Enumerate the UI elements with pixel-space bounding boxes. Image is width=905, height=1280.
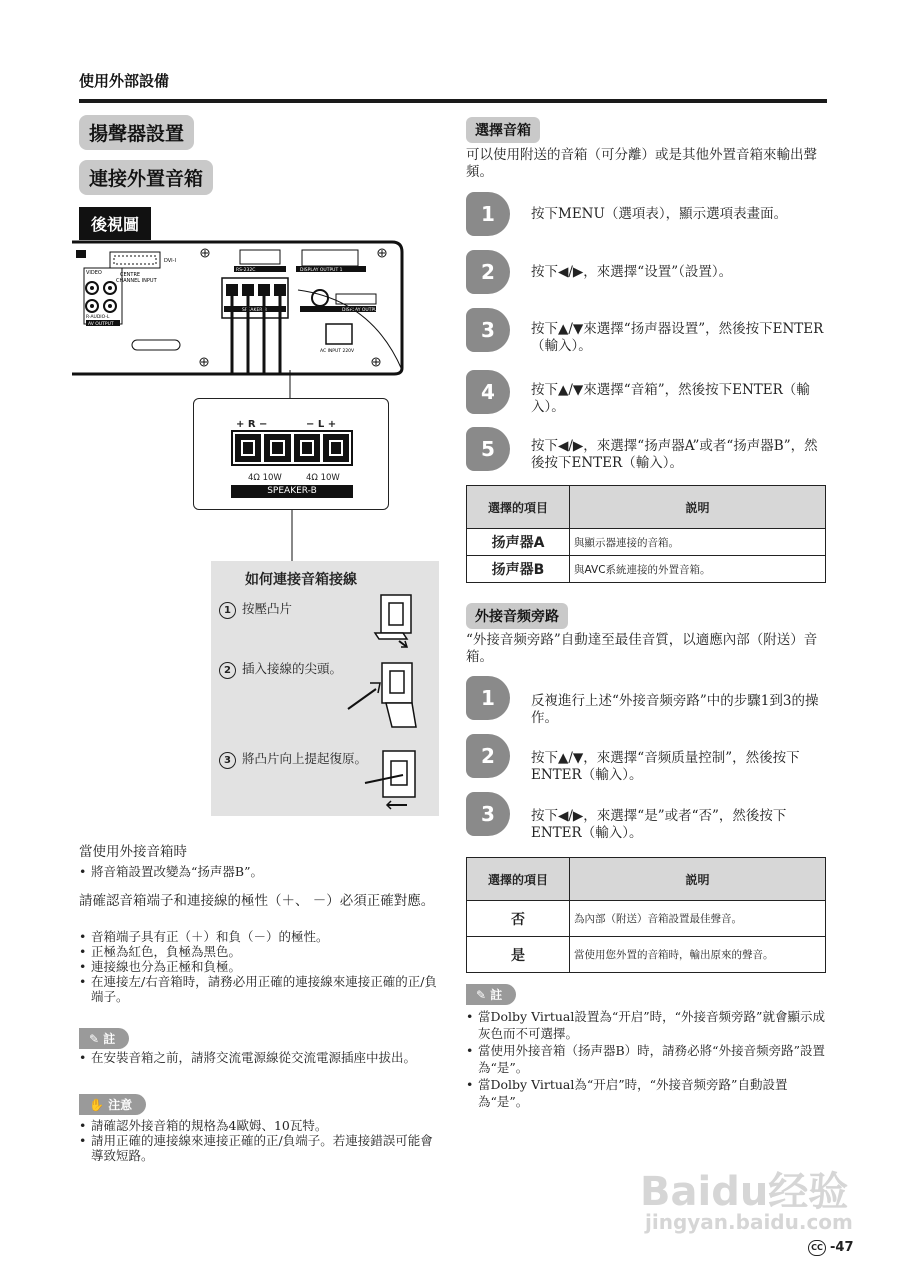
section-title: 揚聲器設置: [79, 115, 194, 150]
terminal-r-minus: [264, 434, 290, 462]
header-divider: [79, 99, 827, 103]
howto-step-2: [219, 661, 359, 679]
insert-wire-illustration: [346, 659, 426, 731]
table-row: [467, 937, 826, 973]
howto-step-3: [219, 751, 381, 769]
howto-step-1: [219, 601, 339, 619]
page-header-title: 使用外部設備: [79, 72, 170, 90]
bypass-step-3-text: 按下◀/▶，來選擇“是”或者“否”，然後按下 ENTER（輸入）。: [531, 808, 787, 841]
bypass-table: [466, 857, 826, 973]
terminal-block: [231, 430, 353, 466]
howto-title: 如何連接音箱接線: [245, 572, 357, 588]
polarity-paragraph: 請確認音箱端子和連接線的極性（＋、 －）必須正確對應。: [79, 893, 435, 909]
centre-input-label-2: CHANNEL INPUT: [116, 278, 157, 284]
spec-r-label: 4Ω 10W: [248, 473, 282, 483]
rs232c-label: RS-232C: [236, 268, 256, 273]
press-tab-illustration: [371, 593, 421, 649]
step-3-text: 按下▲/▼來選擇“扬声器设置”，然後按下ENTER（輸入）。: [531, 321, 824, 354]
rear-view-label: 後視圖: [79, 207, 151, 240]
select-speaker-title: 選擇音箱: [466, 117, 540, 143]
bypass-intro: “外接音频旁路”自動達至最佳音質，以適應內部（附送）音箱。: [466, 632, 818, 665]
speaker-b-label: SPEAKER-B: [231, 485, 353, 498]
bypass-title: 外接音频旁路: [466, 603, 568, 629]
step-4-badge: 4: [466, 370, 510, 414]
bypass-step-1-badge: 1: [466, 676, 510, 720]
centre-input-label: CENTRE: [120, 272, 141, 278]
when-using-bullets: [79, 864, 439, 879]
note-bullet-right-1: • 當Dolby Virtual設置為“开启”時，“外接音频旁路”就會顯示成灰色而不可選擇。: [466, 1008, 830, 1042]
note-bullet-right-2: • 當使用外接音箱（扬声器B）時，請務必將“外接音频旁路”設置為“是”。: [466, 1042, 830, 1076]
when-using-bullet: • 將音箱設置改變為“扬声器B”。: [79, 864, 439, 879]
table-row: [467, 901, 826, 937]
note-label-right: ✎ 註: [466, 984, 516, 1005]
hand-icon: ✋: [89, 1098, 109, 1112]
speaker-terminal-detail: [193, 398, 389, 510]
howto-step-1-text: 按壓凸片: [242, 601, 293, 616]
table-row: [467, 529, 826, 556]
bypass-step-2-text: 按下▲/▼，來選擇“音频质量控制”，然後按下 ENTER（輸入）。: [531, 750, 800, 783]
bypass-step-1-text: 反複進行上述“外接音频旁路”中的步驟1到3的操作。: [531, 693, 819, 726]
bypass-step-2-badge: 2: [466, 734, 510, 778]
table-row: [467, 556, 826, 583]
page-number: -47: [830, 1240, 854, 1255]
step-2-badge: 2: [466, 250, 510, 294]
polarity-bullet-1: • 音箱端子具有正（＋）和負（－）的極性。: [79, 929, 441, 944]
video-label: VIDEO: [86, 270, 102, 276]
pencil-icon: ✎: [476, 988, 491, 1002]
step-4-text: 按下▲/▼來選擇“音箱”，然後按下ENTER（輸入）。: [531, 382, 810, 415]
cc-icon: CC: [808, 1240, 826, 1256]
note-bullets-right: [466, 1008, 830, 1110]
step-5-text: 按下◀/▶，來選擇“扬声器A”或者“扬声器B”，然後按下ENTER（輸入）。: [531, 438, 818, 471]
howto-step-2-number: 2: [219, 662, 236, 679]
baidu-watermark: Baidu经验: [640, 1169, 849, 1215]
caution-bullet-1: • 請確認外接音箱的規格為4歐姆、10瓦特。: [79, 1118, 441, 1133]
table2-header-desc: 説明: [570, 858, 826, 901]
terminal-l-plus: [323, 434, 349, 462]
table1-row1-item: 扬声器A: [467, 529, 570, 556]
howto-step-1-number: 1: [219, 602, 236, 619]
polarity-bullet-2: • 正極為紅色，負極為黑色。: [79, 944, 441, 959]
table2-row2-item: 是: [467, 937, 570, 973]
polarity-r-label: + R −: [236, 419, 268, 430]
step-5-badge: 5: [466, 427, 510, 471]
table1-row1-desc: 與顯示器連接的音箱。: [570, 529, 826, 556]
polarity-bullet-4: • 在連接左/右音箱時，請務必用正確的連接線來連接正確的正/負端子。: [79, 974, 441, 1004]
caution-bullets: [79, 1118, 441, 1163]
step-1-badge: 1: [466, 192, 510, 236]
note-label-left: ✎ 註: [79, 1028, 129, 1049]
table2-row1-desc: 為內部（附送）音箱設置最佳聲音。: [570, 901, 826, 937]
display-output2-label: DISPLAY OUTPUT 2: [342, 308, 385, 313]
when-using-title: 當使用外接音箱時: [79, 844, 187, 860]
terminal-l-minus: [294, 434, 320, 462]
polarity-bullets: [79, 929, 441, 1004]
baidu-watermark-url: jingyan.baidu.com: [645, 1210, 853, 1234]
av-output-label: AV OUTPUT: [88, 322, 114, 327]
step-2-text: 按下◀/▶，來選擇“设置”（設置）。: [531, 264, 733, 280]
speaker-table: [466, 485, 826, 583]
table2-header-item: 選擇的項目: [467, 858, 570, 901]
r-audio-l-label: R-AUDIO-L: [86, 315, 110, 320]
table2-row2-desc: 當使用您外置的音箱時，輸出原來的聲音。: [570, 937, 826, 973]
pencil-icon: ✎: [89, 1032, 104, 1046]
table1-header-desc: 説明: [570, 486, 826, 529]
polarity-l-label: − L +: [306, 419, 337, 430]
table1-row2-desc: 與AVC系統連接的外置音箱。: [570, 556, 826, 583]
howto-step-3-number: 3: [219, 752, 236, 769]
select-speaker-intro: 可以使用附送的音箱（可分離）或是其他外置音箱來輸出聲頻。: [466, 147, 817, 180]
note-bullets-left: [79, 1050, 441, 1065]
dvi-label: DVI-I: [164, 258, 176, 264]
note-bullet-right-3: • 當Dolby Virtual為“开启”時，“外接音频旁路”自動設置為“是”。: [466, 1076, 830, 1110]
table1-row2-item: 扬声器B: [467, 556, 570, 583]
subsection-title: 連接外置音箱: [79, 160, 213, 195]
howto-step-2-text: 插入接線的尖頭。: [242, 661, 343, 676]
caution-bullet-2: • 請用正確的連接線來連接正確的正/負端子。若連接錯誤可能會導致短路。: [79, 1133, 441, 1163]
step-1-text: 按下MENU（選項表），顯示選項表畫面。: [531, 206, 788, 222]
speaker-b-small-label: SPEAKER-B: [242, 308, 267, 313]
caution-label: ✋ 注意: [79, 1094, 146, 1115]
table2-row1-item: 否: [467, 901, 570, 937]
howto-step-3-text: 將凸片向上提起復原。: [242, 751, 368, 766]
note-bullet-left-1: • 在安裝音箱之前，請將交流電源線從交流電源插座中拔出。: [79, 1050, 441, 1065]
howto-box: [211, 561, 439, 816]
spec-l-label: 4Ω 10W: [306, 473, 340, 483]
display-output1-label: DISPLAY OUTPUT 1: [300, 268, 343, 273]
terminal-r-plus: [235, 434, 261, 462]
ac-input-label: AC INPUT 220V: [320, 349, 355, 354]
polarity-bullet-3: • 連接線也分為正極和負極。: [79, 959, 441, 974]
table1-header-item: 選擇的項目: [467, 486, 570, 529]
bypass-step-3-badge: 3: [466, 792, 510, 836]
rear-panel-illustration: [72, 240, 408, 380]
step-3-badge: 3: [466, 308, 510, 352]
lift-tab-illustration: [363, 747, 423, 811]
